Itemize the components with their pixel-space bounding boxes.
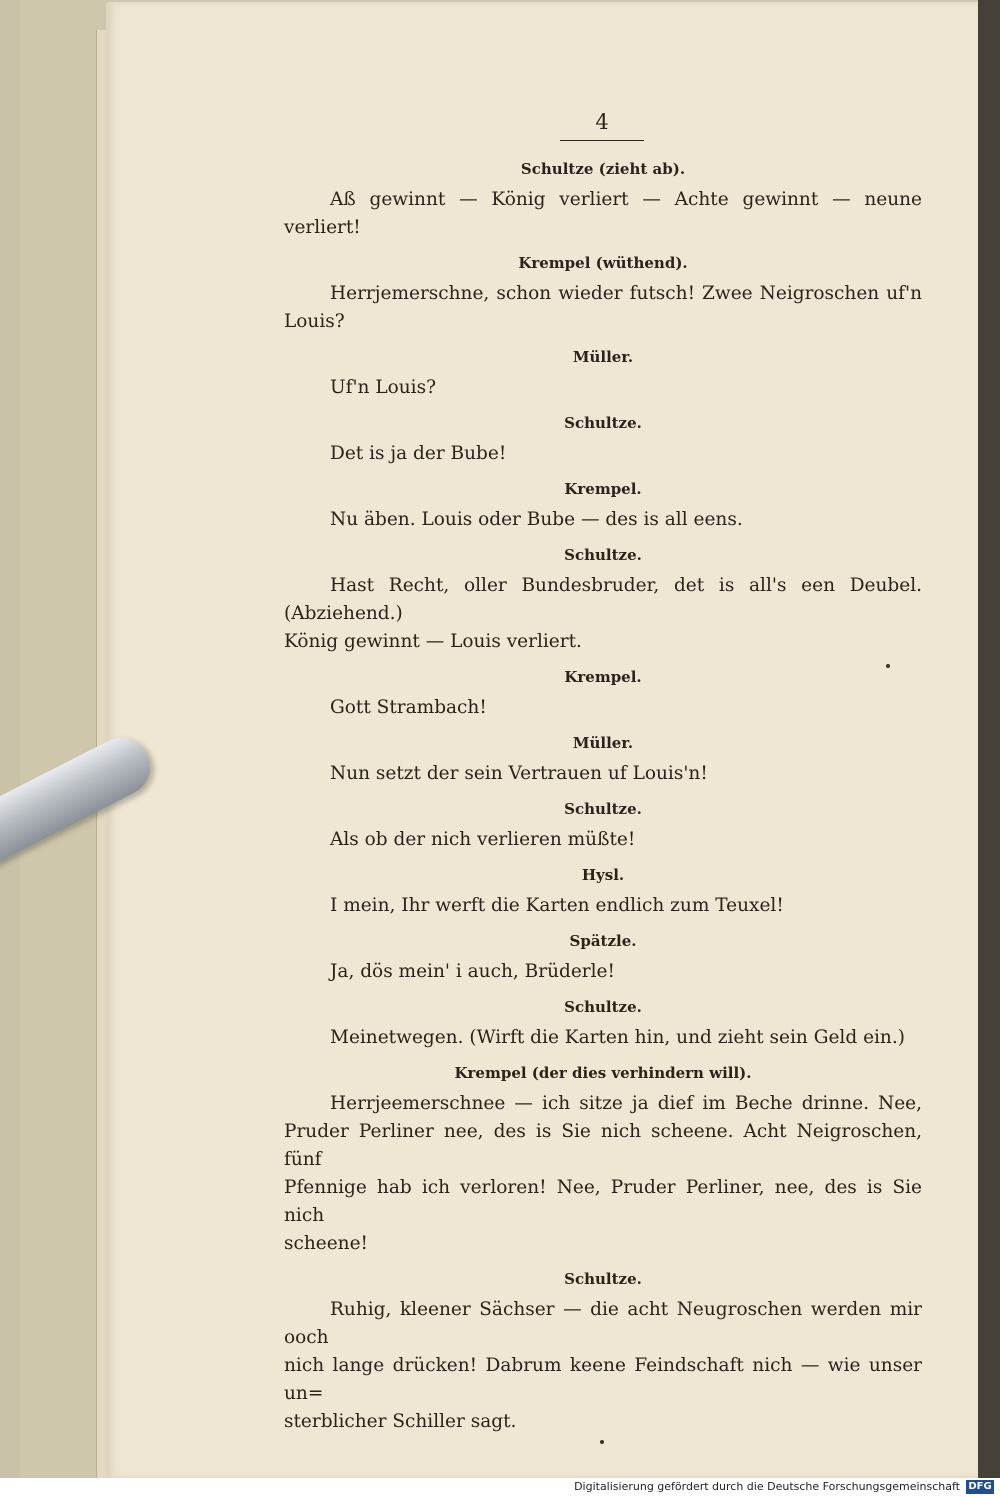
dialogue-line: Herrjemerschne, schon wieder futsch! Zwee Neigroschen uf'n Louis? [284,283,922,332]
page-number: 4 [560,110,644,141]
paper-speck [600,1440,604,1444]
dialogue-line: Gott Strambach! [330,697,487,718]
funding-credit: Digitalisierung gefördert durch die Deutsche Forschungsgemeinschaft [574,1480,960,1493]
dialogue-line: nich lange drücken! Dabrum keene Feindschaft nich — wie unser un= [284,1355,922,1404]
dialogue-line: sterblicher Schiller sagt. [284,1411,517,1432]
speaker-label: Schultze. [564,998,642,1016]
dfg-logo: DFG [966,1480,994,1494]
speaker-label: Schultze. [564,414,642,432]
speaker-label: Schultze. [564,1270,642,1288]
dialogue-line: Aß gewinnt — König verliert — Achte gewinnt — neune [330,189,922,210]
dialogue-line: Hast Recht, oller Bundesbruder, det is all's een Deubel. (Abziehend.) [284,575,922,624]
dialogue-line: Ruhig, kleener Sächser — die acht Neugroschen werden mir ooch [284,1299,922,1348]
dialogue-line: Pfennige hab ich verloren! Nee, Pruder Perliner, nee, des is Sie nich [284,1177,922,1226]
speaker-label: Hysl. [581,866,625,884]
speaker-label: Krempel (wüthend). [518,254,688,272]
scan-border-right [978,0,1000,1478]
speaker-label: Krempel (der dies verhindern will). [454,1064,752,1082]
speaker-label: Krempel. [564,668,642,686]
speaker-label: Spätzle. [569,932,637,950]
dialogue-line: König gewinnt — Louis verliert. [284,631,582,652]
speaker-label: Krempel. [564,480,642,498]
dialogue-line: Uf'n Louis? [330,377,436,398]
speaker-label: Müller. [572,734,634,752]
dialogue-line: Nu äben. Louis oder Bube — des is all eens. [330,509,743,530]
dialogue-line: verliert! [284,217,361,238]
speaker-label: Schultze (zieht ab). [520,160,686,178]
dialogue-line: Meinetwegen. (Wirft die Karten hin, und zieht sein Geld ein.) [330,1027,905,1048]
dialogue-line: Ja, dös mein' i auch, Brüderle! [330,961,615,982]
speaker-label: Schultze. [564,546,642,564]
dialogue-line: I mein, Ihr werft die Karten endlich zum Teuxel! [330,895,784,916]
dialogue-line: Nun setzt der sein Vertrauen uf Louis'n! [330,763,708,784]
speaker-label: Müller. [572,348,634,366]
dialogue-line: Als ob der nich verlieren müßte! [330,829,636,850]
page-text [284,158,922,1436]
dialogue-line: Det is ja der Bube! [330,443,507,464]
dialogue-line: Herrjeemerschnee — ich sitze ja dief im Beche drinne. Nee, [330,1093,922,1114]
dialogue-line: scheene! [284,1233,368,1254]
dialogue-line: Pruder Perliner nee, des is Sie nich scheene. Acht Neigroschen, fünf [284,1121,922,1170]
digitization-footer [0,1478,1000,1497]
speaker-label: Schultze. [564,800,642,818]
paper-speck [886,664,890,668]
